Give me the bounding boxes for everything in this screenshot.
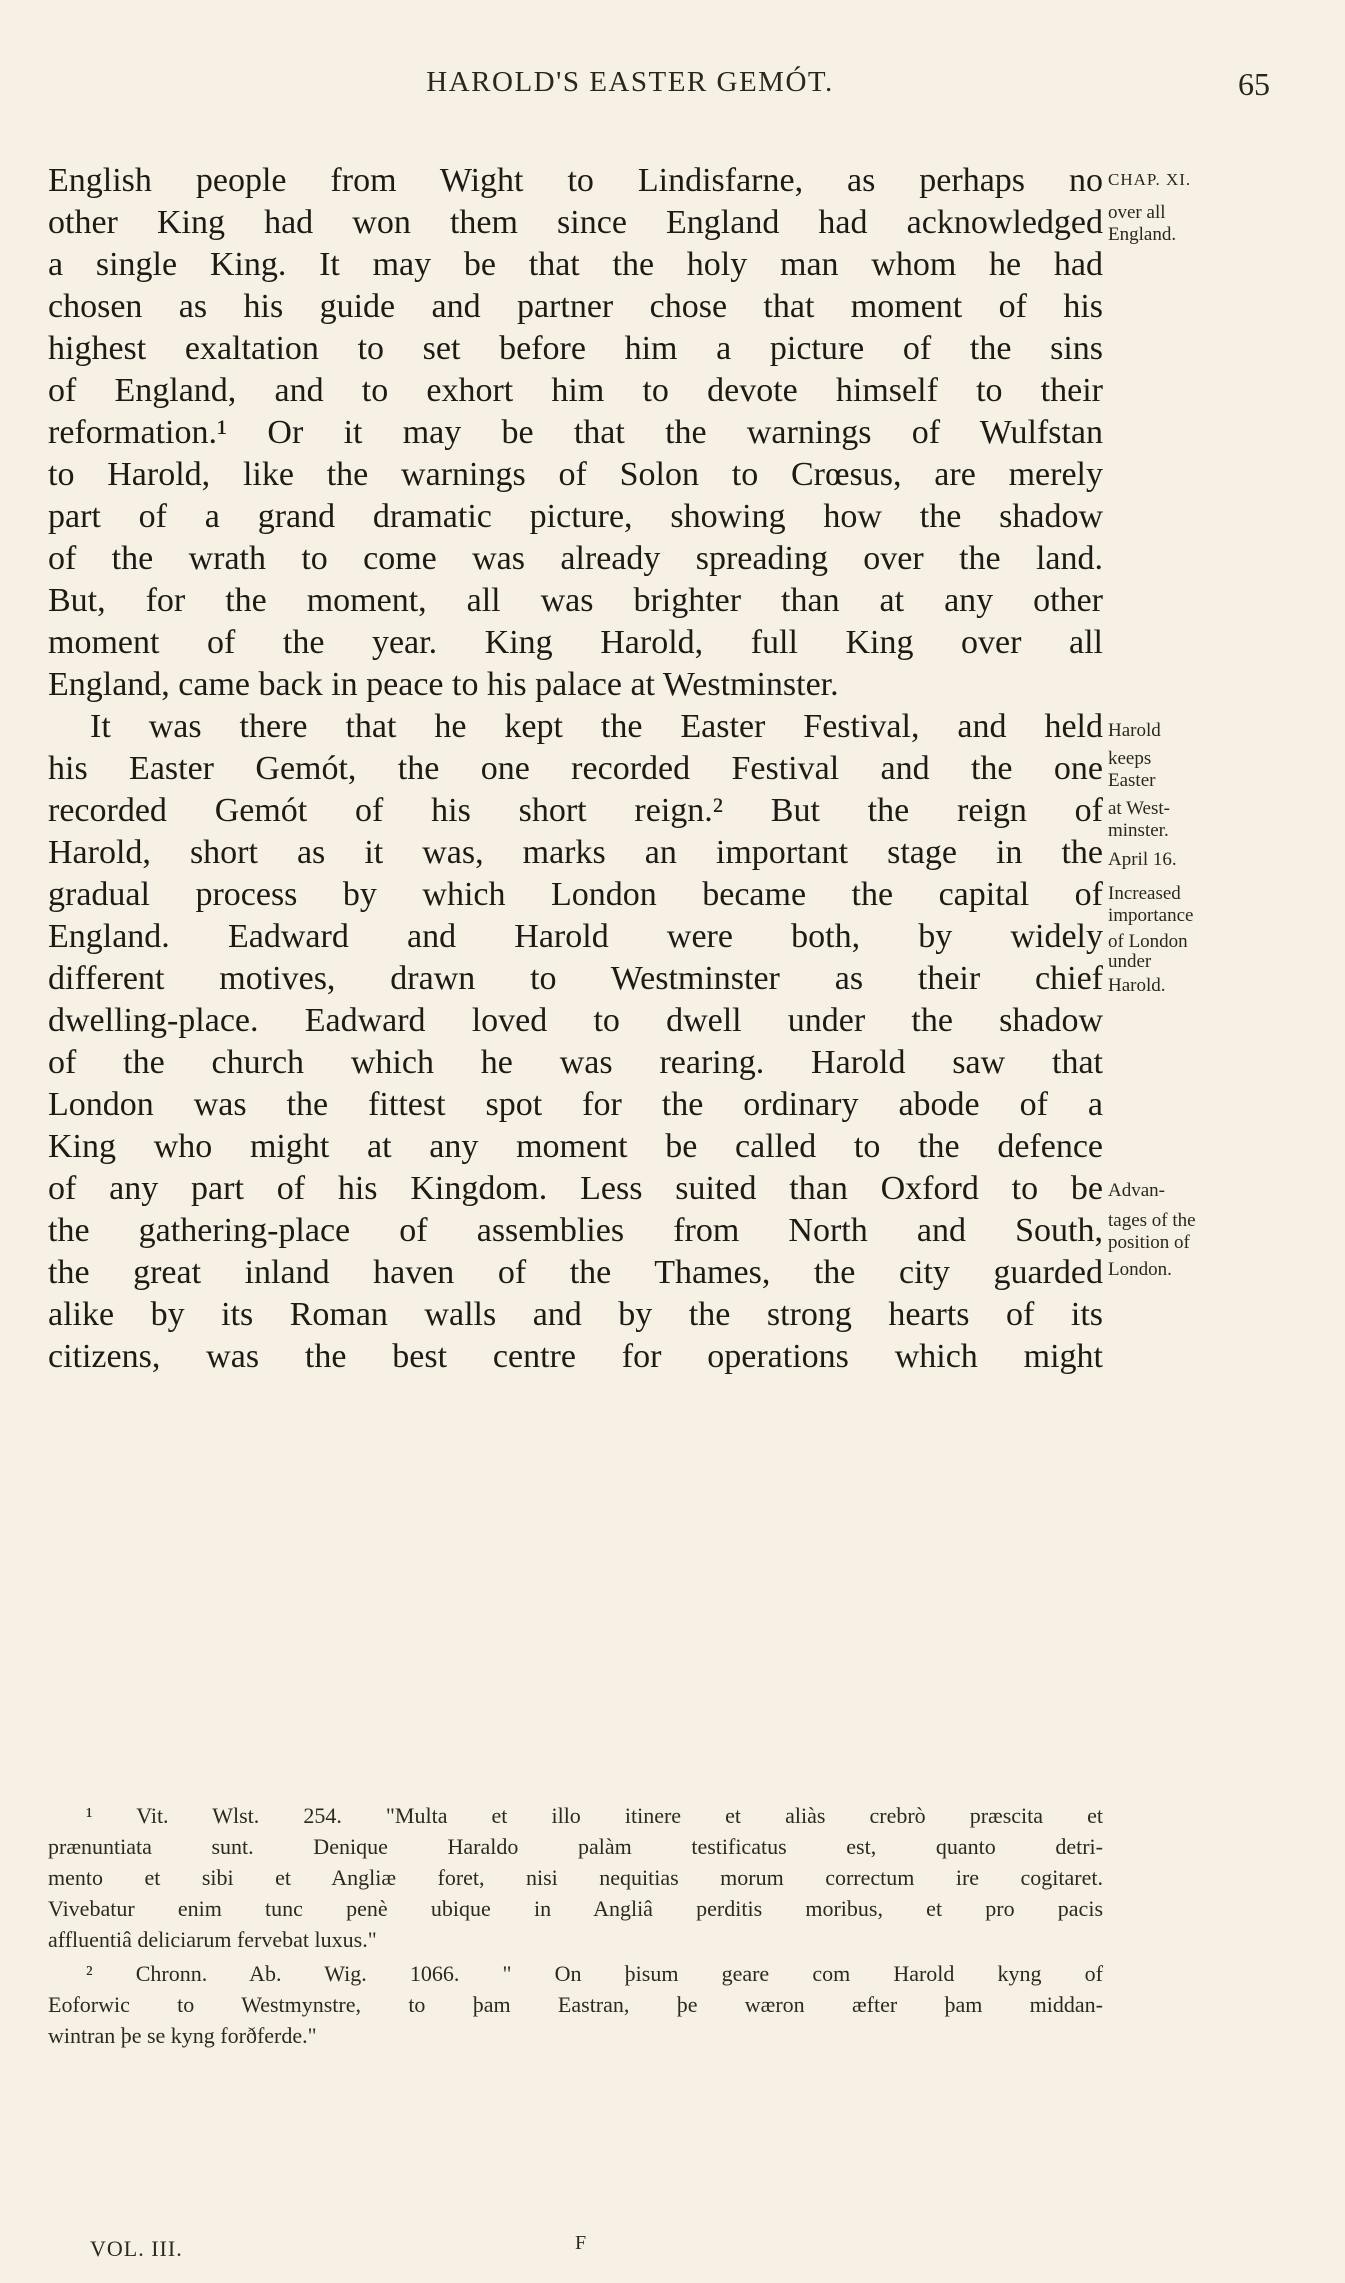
- text-line: of the wrath to come was already spreading over the land.: [48, 540, 1103, 577]
- margin-note: position of: [1108, 1232, 1190, 1253]
- text-line: citizens, was the best centre for operations which might: [48, 1338, 1103, 1375]
- text-line: highest exaltation to set before him a picture of the sins: [48, 330, 1103, 367]
- margin-note: Advan-: [1108, 1180, 1165, 1201]
- text-line: London was the fittest spot for the ordinary abode of a: [48, 1086, 1103, 1123]
- text-line: of England, and to exhort him to devote himself to their: [48, 372, 1103, 409]
- margin-note: over all: [1108, 202, 1166, 223]
- footnote-line: Eoforwic to Westmynstre, to þam Eastran, þe wæron æfter þam middan-: [48, 1992, 1103, 2017]
- text-line: King who might at any moment be called to the defence: [48, 1128, 1103, 1165]
- text-line: different motives, drawn to Westminster as their chief: [48, 960, 1103, 997]
- text-line: England, came back in peace to his palace at Westminster.: [48, 666, 839, 703]
- running-head: HAROLD'S EASTER GEMÓT.: [426, 66, 834, 98]
- margin-note: of London: [1108, 931, 1188, 952]
- footnote-line: wintran þe se kyng forðferde.": [48, 2023, 317, 2048]
- text-line: the gathering-place of assemblies from North and South,: [48, 1212, 1103, 1249]
- margin-note: Increased: [1108, 883, 1181, 904]
- footnote-line: mento et sibi et Angliæ foret, nisi nequitias morum correctum ire cogitaret.: [48, 1865, 1103, 1890]
- margin-note: at West-: [1108, 798, 1170, 819]
- page-number: 65: [1238, 66, 1270, 102]
- text-line: recorded Gemót of his short reign.² But the reign of: [48, 792, 1103, 829]
- margin-note: under: [1108, 951, 1152, 972]
- margin-note: England.: [1108, 224, 1177, 245]
- text-line: alike by its Roman walls and by the strong hearts of its: [48, 1296, 1103, 1333]
- margin-note: London.: [1108, 1259, 1172, 1280]
- footnote-line: ¹ Vit. Wlst. 254. "Multa et illo itinere et aliàs crebrò præscita et: [86, 1803, 1103, 1828]
- text-line: of the church which he was rearing. Harold saw that: [48, 1044, 1103, 1081]
- text-line: But, for the moment, all was brighter than at any other: [48, 582, 1103, 619]
- text-line: Harold, short as it was, marks an important stage in the: [48, 834, 1103, 871]
- volume-signature: VOL. III.: [90, 2236, 183, 2261]
- signature-mark: F: [575, 2232, 587, 2254]
- text-line: chosen as his guide and partner chose that moment of his: [48, 288, 1103, 325]
- margin-note: Harold: [1108, 720, 1161, 741]
- text-line: It was there that he kept the Easter Festival, and held: [90, 708, 1103, 745]
- text-line: of any part of his Kingdom. Less suited than Oxford to be: [48, 1170, 1103, 1207]
- text-line: to Harold, like the warnings of Solon to Crœsus, are merely: [48, 456, 1103, 493]
- text-line: English people from Wight to Lindisfarne, as perhaps no: [48, 162, 1103, 199]
- text-line: part of a grand dramatic picture, showing how the shadow: [48, 498, 1103, 535]
- margin-note: importance: [1108, 905, 1194, 926]
- text-line: his Easter Gemót, the one recorded Festival and the one: [48, 750, 1103, 787]
- text-line: gradual process by which London became the capital of: [48, 876, 1103, 913]
- chapter-marker: CHAP. XI.: [1108, 170, 1192, 189]
- margin-note: April 16.: [1108, 849, 1177, 870]
- text-line: reformation.¹ Or it may be that the warnings of Wulfstan: [48, 414, 1103, 451]
- footnote-line: prænuntiata sunt. Denique Haraldo palàm testificatus est, quanto detri-: [48, 1834, 1103, 1859]
- text-line: moment of the year. King Harold, full King over all: [48, 624, 1103, 661]
- margin-note: keeps: [1108, 748, 1152, 769]
- text-line: the great inland haven of the Thames, the city guarded: [48, 1254, 1103, 1291]
- footnote-line: ² Chronn. Ab. Wig. 1066. " On þisum geare com Harold kyng of: [86, 1961, 1103, 1986]
- footnote-line: Vivebatur enim tunc penè ubique in Angliâ perditis moribus, et pro pacis: [48, 1896, 1103, 1921]
- text-line: other King had won them since England had acknowledged: [48, 204, 1103, 241]
- text-line: England. Eadward and Harold were both, by widely: [48, 918, 1103, 955]
- margin-note: tages of the: [1108, 1210, 1196, 1231]
- margin-note: Harold.: [1108, 975, 1166, 996]
- footnote-line: affluentiâ deliciarum fervebat luxus.": [48, 1927, 377, 1952]
- text-line: dwelling-place. Eadward loved to dwell under the shadow: [48, 1002, 1103, 1039]
- margin-note: Easter: [1108, 770, 1156, 791]
- margin-note: minster.: [1108, 820, 1169, 841]
- text-line: a single King. It may be that the holy man whom he had: [48, 246, 1103, 283]
